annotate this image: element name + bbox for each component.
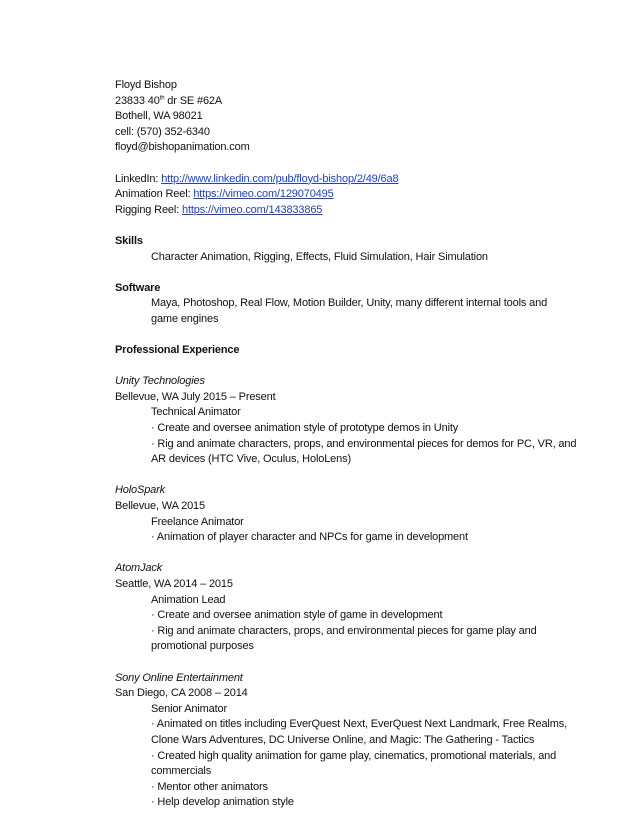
job-entry: [115, 561, 598, 655]
skills-heading: Skills: [115, 234, 143, 247]
animation-reel-row: Animation Reel: https://vimeo.com/129070495: [115, 188, 334, 201]
animation-reel-link[interactable]: https://vimeo.com/129070495: [193, 188, 334, 201]
job-bullet: · Animation of player character and NPCs for game in development: [151, 531, 468, 544]
job-bullet: commercials: [151, 765, 212, 778]
job-entry: [115, 483, 598, 545]
job-location: Bellevue, WA 2015: [115, 500, 205, 513]
job-bullet: · Rig and animate characters, props, and environmental pieces for demos for PC, VR, and: [151, 437, 577, 450]
rigging-reel-link[interactable]: https://vimeo.com/143833865: [182, 203, 323, 216]
skills-section: [115, 234, 598, 265]
job-bullet: promotional purposes: [151, 640, 254, 653]
software-text-line: Maya, Photoshop, Real Flow, Motion Builder, Unity, many different internal tools and: [151, 297, 548, 310]
job-title: Animation Lead: [151, 593, 226, 606]
software-text-line: game engines: [151, 312, 219, 325]
job-bullet: Clone Wars Adventures, DC Universe Online, and Magic: The Gathering - Tactics: [151, 733, 535, 746]
job-bullet: · Created high quality animation for game play, cinematics, promotional materials, and: [151, 749, 557, 762]
links-block: [115, 172, 598, 219]
job-title: Technical Animator: [151, 406, 241, 419]
contact-email: floyd@bishopanimation.com: [115, 141, 250, 154]
job-title: Senior Animator: [151, 702, 228, 715]
contact-name: Floyd Bishop: [115, 79, 177, 91]
job-company: HoloSpark: [115, 484, 166, 497]
software-section: [115, 281, 598, 328]
contact-address: 23833 40th dr SE #62A: [115, 94, 223, 107]
job-location: Bellevue, WA July 2015 – Present: [115, 390, 276, 403]
job-bullet: · Create and oversee animation style of game in development: [151, 609, 443, 622]
job-bullet: · Mentor other animators: [151, 780, 268, 793]
job-entry: [115, 374, 598, 468]
contact-city: Bothell, WA 98021: [115, 110, 203, 123]
job-location: Seattle, WA 2014 – 2015: [115, 578, 233, 590]
contact-cell: cell: (570) 352-6340: [115, 125, 210, 138]
job-title: Freelance Animator: [151, 515, 244, 528]
job-entry: [115, 671, 598, 811]
skills-text: Character Animation, Rigging, Effects, Fluid Simulation, Hair Simulation: [151, 250, 488, 263]
experience-heading: Professional Experience: [115, 344, 240, 357]
linkedin-row: LinkedIn: http://www.linkedin.com/pub/floyd-bishop/2/49/6a8: [115, 172, 399, 185]
rigging-reel-row: Rigging Reel: https://vimeo.com/143833865: [115, 203, 323, 216]
job-bullet: · Create and oversee animation style of prototype demos in Unity: [151, 422, 459, 435]
software-heading: Software: [115, 281, 161, 294]
job-bullet: · Help develop animation style: [151, 796, 294, 809]
job-bullet: · Animated on titles including EverQuest Next, EverQuest Next Landmark, Free Realms,: [151, 718, 567, 731]
job-company: Sony Online Entertainment: [115, 671, 243, 684]
job-company: Unity Technologies: [115, 375, 205, 388]
job-location: San Diego, CA 2008 – 2014: [115, 687, 248, 700]
contact-block: [115, 78, 598, 156]
job-bullet: AR devices (HTC Vive, Oculus, HoloLens): [151, 453, 351, 466]
ordinal-suffix: th: [159, 94, 165, 101]
job-company: AtomJack: [115, 562, 163, 575]
linkedin-link[interactable]: http://www.linkedin.com/pub/floyd-bishop/2/49/6a8: [161, 172, 399, 185]
job-bullet: · Rig and animate characters, props, and environmental pieces for game play and: [151, 624, 537, 637]
